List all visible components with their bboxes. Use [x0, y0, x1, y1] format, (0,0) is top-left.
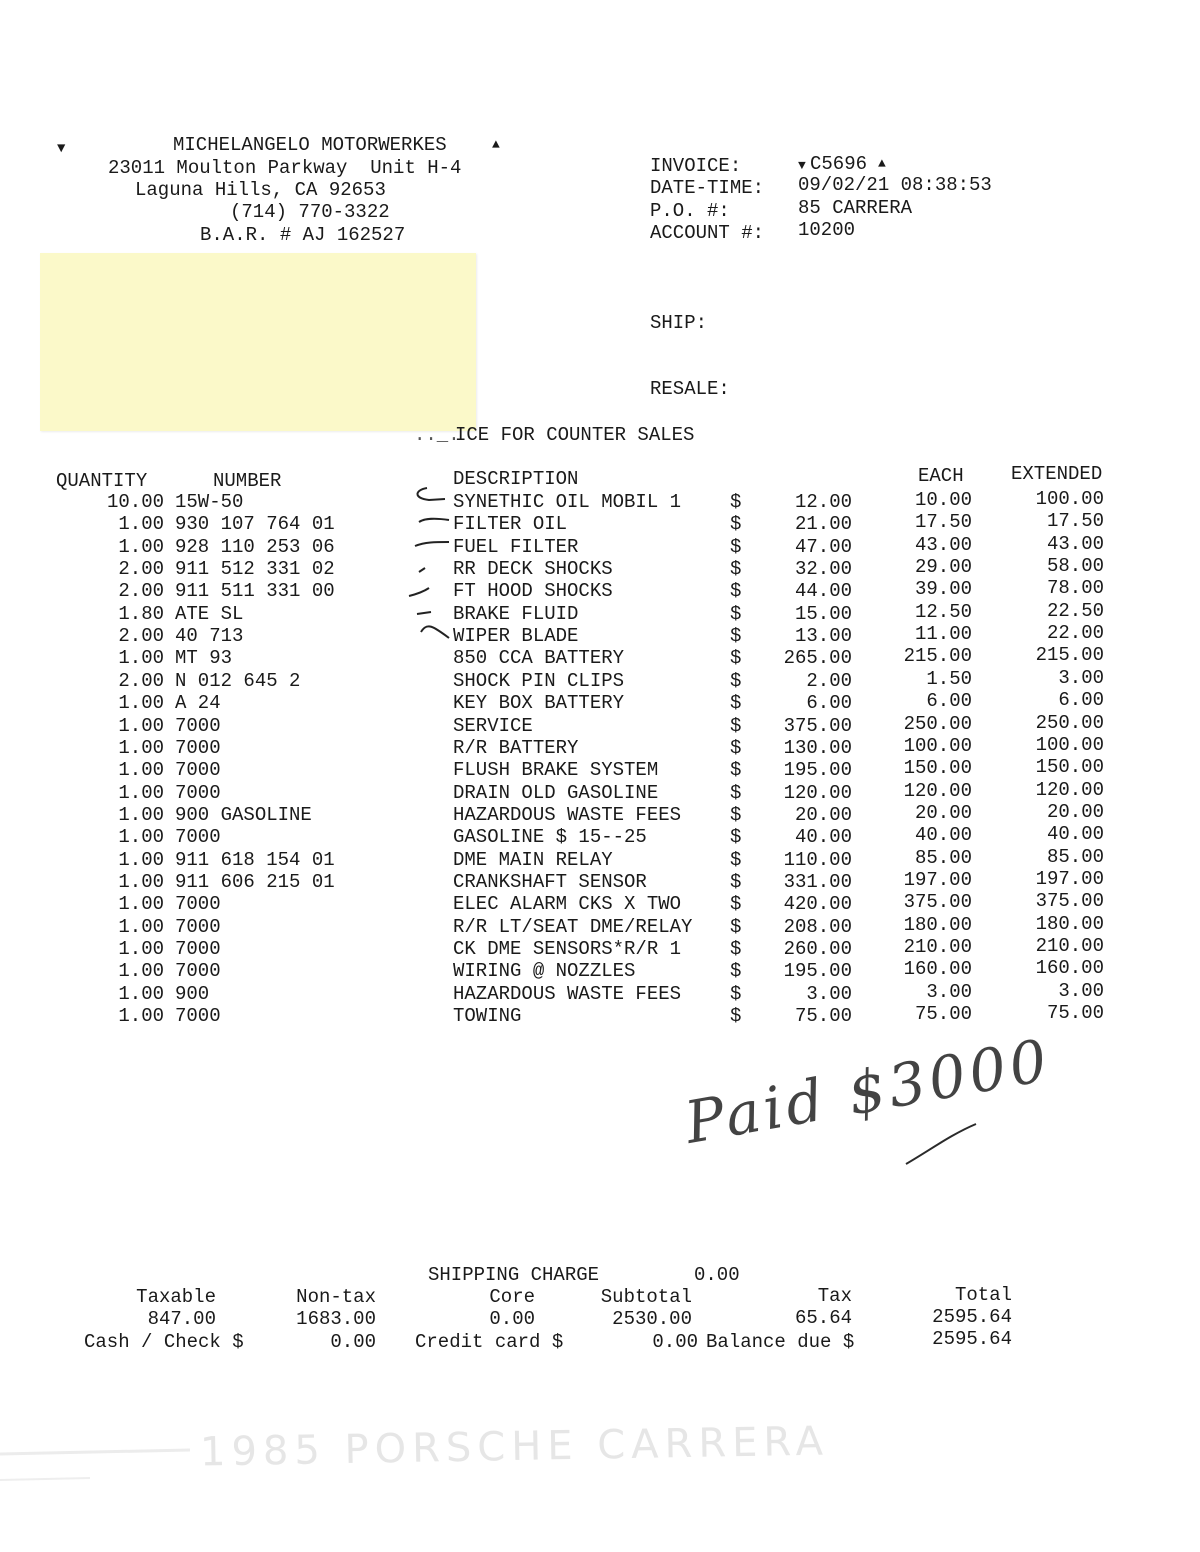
line-item-number: 911 511 331 00 [175, 580, 335, 603]
line-item-quantity: 10.00 [106, 491, 164, 513]
line-item-number: 15W-50 [175, 491, 244, 513]
line-item-description: R/R BATTERY [453, 736, 579, 759]
line-item-quantity: 1.00 [118, 826, 164, 849]
line-item-extended: 210.00 [1035, 935, 1104, 957]
company-address-1: 23011 Moulton Parkway Unit H-4 [108, 157, 462, 179]
line-item-price: 13.00 [794, 625, 852, 648]
line-item-quantity: 1.00 [118, 647, 164, 670]
line-item-each: 150.00 [903, 757, 972, 780]
invoice-value: C5696 [810, 153, 868, 175]
bullet-marker: ▼ [57, 141, 66, 157]
column-each: EACH [918, 465, 964, 487]
invoice-mark-left: ▼ [798, 158, 806, 173]
line-item-each: 40.00 [914, 824, 972, 847]
line-item-quantity: 1.00 [118, 803, 164, 826]
line-item-quantity: 1.00 [118, 759, 164, 782]
line-item-dollar-sign: $ [730, 1005, 742, 1028]
line-item-dollar-sign: $ [730, 513, 742, 536]
line-item-description: DME MAIN RELAY [453, 848, 613, 871]
handwritten-paid-note: Paid $3000 [680, 1025, 1056, 1157]
line-item-extended: 150.00 [1035, 756, 1104, 779]
line-item-price: 331.00 [783, 870, 852, 893]
column-description: DESCRIPTION [453, 468, 579, 490]
line-item-each: 210.00 [903, 936, 972, 958]
credit-card-label: Credit card $ [415, 1331, 564, 1353]
line-item-description: FILTER OIL [453, 513, 568, 536]
redaction-sticky-note [40, 253, 476, 431]
line-item-number: 7000 [175, 1005, 221, 1028]
line-item-price: 195.00 [783, 960, 852, 983]
line-item-price: 47.00 [794, 535, 852, 558]
resale-label: RESALE: [650, 378, 730, 400]
line-item-number: MT 93 [175, 647, 233, 670]
line-item-extended: 22.50 [1046, 599, 1104, 622]
line-item-description: R/R LT/SEAT DME/RELAY [453, 915, 693, 938]
line-item-quantity: 1.00 [118, 714, 164, 737]
subtotal-value: 2530.00 [612, 1308, 692, 1330]
line-item-quantity: 1.00 [118, 513, 164, 536]
credit-card-value: 0.00 [652, 1331, 698, 1353]
line-item-dollar-sign: $ [730, 938, 742, 960]
datetime-value: 09/02/21 08:38:53 [798, 174, 992, 196]
line-item-description: FUEL FILTER [453, 535, 579, 558]
line-item-price: 130.00 [783, 736, 852, 759]
line-item-quantity: 1.00 [118, 1005, 164, 1028]
invoice-banner: ICE FOR COUNTER SALES [455, 424, 695, 446]
core-label: Core [489, 1286, 535, 1308]
line-item-extended: 180.00 [1035, 912, 1104, 935]
line-item-extended: 58.00 [1046, 555, 1104, 578]
line-item-dollar-sign: $ [730, 848, 742, 871]
line-item-number: 40 713 [175, 625, 244, 648]
line-item-dollar-sign: $ [730, 893, 742, 916]
line-item-each: 39.00 [914, 578, 972, 601]
line-item-description: CK DME SENSORS*R/R 1 [453, 938, 682, 960]
column-quantity: QUANTITY [56, 470, 148, 492]
line-item-price: 375.00 [783, 714, 852, 737]
line-item-price: 2.00 [806, 669, 852, 692]
line-item-quantity: 2.00 [118, 625, 164, 648]
bleed-through-note: 1985 PORSCHE CARRERA [199, 1418, 830, 1476]
line-item-quantity: 1.00 [118, 938, 164, 960]
line-item-dollar-sign: $ [730, 982, 742, 1005]
cash-check-value: 0.00 [330, 1331, 376, 1353]
line-item-price: 260.00 [783, 938, 852, 960]
taxable-value: 847.00 [147, 1308, 216, 1330]
line-item-quantity: 1.00 [118, 893, 164, 916]
line-item-price: 12.00 [794, 491, 852, 513]
line-item-each: 85.00 [914, 846, 972, 869]
line-item-description: GASOLINE $ 15--25 [453, 826, 647, 849]
line-item-price: 3.00 [806, 982, 852, 1005]
line-item-dollar-sign: $ [730, 491, 742, 513]
ship-label: SHIP: [650, 312, 708, 334]
total-value: 2595.64 [932, 1306, 1012, 1328]
line-item-extended: 85.00 [1046, 845, 1104, 868]
balance-due-label: Balance due $ [706, 1331, 855, 1353]
company-name-mark: ▲ [492, 137, 500, 152]
line-item-quantity: 1.00 [118, 848, 164, 871]
line-item-extended: 20.00 [1046, 800, 1104, 823]
line-item-quantity: 1.80 [118, 602, 164, 625]
tax-label: Tax [817, 1285, 852, 1307]
account-value: 10200 [798, 219, 856, 241]
line-item-number: 7000 [175, 714, 221, 737]
line-item-each: 250.00 [903, 712, 972, 735]
line-item-number: 7000 [175, 938, 221, 960]
line-item-description: SHOCK PIN CLIPS [453, 669, 625, 692]
line-item-extended: 43.00 [1046, 532, 1104, 555]
line-item-extended: 78.00 [1046, 577, 1104, 600]
line-item-dollar-sign: $ [730, 602, 742, 625]
line-item-dollar-sign: $ [730, 960, 742, 983]
line-item-each: 375.00 [903, 891, 972, 914]
line-item-description: FT HOOD SHOCKS [453, 580, 613, 603]
line-item-number: 928 110 253 06 [175, 535, 335, 558]
line-item-number: 7000 [175, 736, 221, 759]
line-item-each: 100.00 [903, 734, 972, 757]
line-item-dollar-sign: $ [730, 714, 742, 737]
line-item-price: 15.00 [794, 602, 852, 625]
line-item-quantity: 1.00 [118, 982, 164, 1005]
line-item-dollar-sign: $ [730, 669, 742, 692]
line-item-extended: 40.00 [1046, 823, 1104, 846]
company-phone: (714) 770-3322 [230, 201, 390, 223]
cash-check-label: Cash / Check $ [84, 1331, 244, 1353]
line-item-each: 43.00 [914, 533, 972, 556]
line-item-extended: 120.00 [1035, 778, 1104, 801]
line-item-each: 6.00 [926, 690, 972, 713]
taxable-label: Taxable [136, 1286, 216, 1308]
line-item-quantity: 1.00 [118, 692, 164, 715]
line-item-dollar-sign: $ [730, 736, 742, 759]
line-item-dollar-sign: $ [730, 535, 742, 558]
line-item-each: 160.00 [903, 958, 972, 981]
line-item-extended: 160.00 [1035, 957, 1104, 980]
line-item-number: 7000 [175, 826, 221, 849]
account-label: ACCOUNT #: [650, 222, 765, 244]
line-item-description: WIPER BLADE [453, 625, 579, 648]
line-item-extended: 197.00 [1035, 867, 1104, 890]
line-item-quantity: 1.00 [118, 960, 164, 983]
subtotal-label: Subtotal [600, 1286, 692, 1308]
line-item-description: 850 CCA BATTERY [453, 647, 625, 670]
line-item-price: 195.00 [783, 759, 852, 782]
line-item-price: 40.00 [794, 826, 852, 849]
line-item-extended: 3.00 [1058, 979, 1104, 1002]
tax-value: 65.64 [794, 1307, 852, 1329]
line-item-extended: 6.00 [1058, 689, 1104, 712]
line-item-dollar-sign: $ [730, 803, 742, 826]
column-extended: EXTENDED [1011, 463, 1103, 485]
line-item-extended: 100.00 [1035, 733, 1104, 756]
line-item-each: 120.00 [903, 779, 972, 802]
line-item-price: 420.00 [783, 893, 852, 916]
line-item-dollar-sign: $ [730, 625, 742, 648]
line-item-quantity: 1.00 [118, 736, 164, 759]
line-item-price: 120.00 [783, 781, 852, 804]
core-value: 0.00 [489, 1308, 535, 1330]
line-item-quantity: 2.00 [118, 558, 164, 581]
line-item-description: SERVICE [453, 714, 533, 737]
total-label: Total [954, 1284, 1012, 1306]
line-item-number: N 012 645 2 [175, 669, 301, 692]
line-item-each: 180.00 [903, 913, 972, 936]
line-item-description: KEY BOX BATTERY [453, 692, 625, 715]
line-item-extended: 100.00 [1035, 488, 1104, 510]
line-item-description: TOWING [453, 1005, 522, 1028]
nontax-label: Non-tax [296, 1286, 376, 1308]
line-item-number: 7000 [175, 893, 221, 916]
line-item-quantity: 1.00 [118, 915, 164, 938]
line-item-description: FLUSH BRAKE SYSTEM [453, 759, 659, 782]
line-item-quantity: 2.00 [118, 669, 164, 692]
company-bar-number: B.A.R. # AJ 162527 [200, 224, 406, 246]
line-item-description: HAZARDOUS WASTE FEES [453, 803, 682, 826]
line-item-dollar-sign: $ [730, 870, 742, 893]
line-item-dollar-sign: $ [730, 759, 742, 782]
line-item-number: ATE SL [175, 602, 244, 625]
line-item-quantity: 1.00 [118, 781, 164, 804]
line-item-each: 10.00 [914, 489, 972, 511]
company-address-2: Laguna Hills, CA 92653 [135, 179, 386, 201]
line-item-description: RR DECK SHOCKS [453, 558, 613, 581]
line-item-quantity: 2.00 [118, 580, 164, 603]
line-item-number: 7000 [175, 960, 221, 983]
nontax-value: 1683.00 [296, 1308, 376, 1330]
invoice-mark-right: ▲ [878, 156, 886, 171]
line-item-price: 6.00 [806, 692, 852, 715]
line-item-number: 930 107 764 01 [175, 513, 335, 536]
line-item-extended: 250.00 [1035, 711, 1104, 734]
line-item-description: ELEC ALARM CKS X TWO [453, 893, 682, 916]
line-item-number: 911 618 154 01 [175, 848, 335, 871]
line-item-description: BRAKE FLUID [453, 602, 579, 625]
line-item-each: 11.00 [914, 623, 972, 646]
line-item-price: 44.00 [794, 580, 852, 603]
line-item-extended: 17.50 [1046, 510, 1104, 533]
line-item-price: 110.00 [783, 848, 852, 871]
line-item-number: 911 606 215 01 [175, 870, 335, 893]
line-item-each: 75.00 [914, 1003, 972, 1026]
line-item-number: 7000 [175, 759, 221, 782]
po-label: P.O. #: [650, 200, 730, 222]
line-item-extended: 215.00 [1035, 644, 1104, 667]
column-number: NUMBER [213, 470, 282, 492]
company-name: MICHELANGELO MOTORWERKES [173, 134, 447, 156]
line-item-price: 20.00 [794, 803, 852, 826]
line-item-dollar-sign: $ [730, 692, 742, 715]
line-item-each: 3.00 [926, 980, 972, 1003]
line-item-each: 20.00 [914, 801, 972, 824]
shipping-charge-label: SHIPPING CHARGE [428, 1264, 600, 1286]
balance-due-value: 2595.64 [932, 1328, 1012, 1350]
handwritten-dash-icon [900, 1120, 980, 1170]
line-item-each: 17.50 [914, 511, 972, 534]
line-item-description: WIRING @ NOZZLES [453, 960, 636, 983]
line-item-dollar-sign: $ [730, 558, 742, 581]
line-item-description: SYNETHIC OIL MOBIL 1 [453, 491, 682, 513]
line-item-description: CRANKSHAFT SENSOR [453, 870, 647, 893]
bleed-through-stroke-icon [0, 1440, 200, 1500]
line-item-price: 208.00 [783, 915, 852, 938]
line-item-description: HAZARDOUS WASTE FEES [453, 982, 682, 1005]
line-item-number: 900 [175, 982, 210, 1005]
line-item-each: 1.50 [926, 667, 972, 690]
po-value: 85 CARRERA [798, 197, 913, 219]
line-item-each: 215.00 [903, 645, 972, 668]
line-item-extended: 75.00 [1046, 1002, 1104, 1025]
datetime-label: DATE-TIME: [650, 177, 765, 199]
line-item-description: DRAIN OLD GASOLINE [453, 781, 659, 804]
line-item-extended: 3.00 [1058, 666, 1104, 689]
line-item-price: 21.00 [794, 513, 852, 536]
banner-cut-prefix: .._. [414, 424, 460, 446]
line-item-extended: 22.00 [1046, 622, 1104, 645]
line-item-price: 265.00 [783, 647, 852, 670]
line-item-each: 197.00 [903, 868, 972, 891]
line-item-number: 900 GASOLINE [175, 803, 312, 826]
line-item-quantity: 1.00 [118, 535, 164, 558]
line-item-price: 75.00 [794, 1005, 852, 1028]
line-item-number: 7000 [175, 781, 221, 804]
line-item-dollar-sign: $ [730, 826, 742, 849]
line-item-number: 911 512 331 02 [175, 558, 335, 581]
line-item-each: 29.00 [914, 556, 972, 579]
line-item-dollar-sign: $ [730, 647, 742, 670]
invoice-label: INVOICE: [650, 155, 742, 177]
shipping-charge-value: 0.00 [694, 1264, 740, 1286]
line-item-each: 12.50 [914, 600, 972, 623]
line-item-row [0, 1002, 1200, 1028]
line-item-number: 7000 [175, 915, 221, 938]
line-item-dollar-sign: $ [730, 915, 742, 938]
line-item-number: A 24 [175, 692, 221, 715]
handwritten-checkmarks-icon [405, 482, 453, 642]
line-item-quantity: 1.00 [118, 870, 164, 893]
line-item-price: 32.00 [794, 558, 852, 581]
line-item-dollar-sign: $ [730, 781, 742, 804]
line-item-dollar-sign: $ [730, 580, 742, 603]
line-item-extended: 375.00 [1035, 890, 1104, 913]
